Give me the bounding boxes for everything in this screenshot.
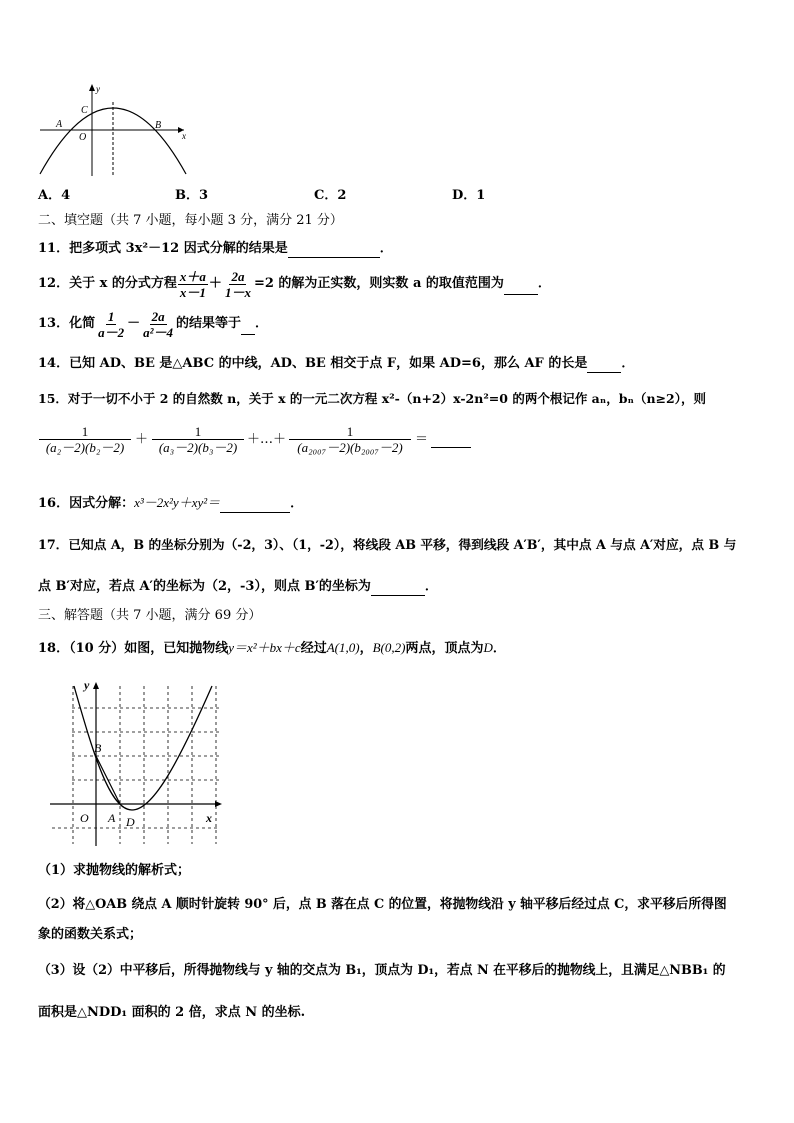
label-x: x — [206, 811, 212, 825]
q13-f1-den: a－2 — [98, 324, 125, 340]
q13-end: ． — [255, 316, 269, 331]
label-d: D — [126, 815, 135, 829]
q18-point-a: A(1,0) — [326, 640, 360, 655]
q13-fraction-2 — [141, 309, 175, 340]
label-o: O — [80, 811, 89, 825]
part-2-line-1: （2）将△OAB 绕点 A 顺时针旋转 90° 后，点 B 落在点 C 的位置，将抛物线沿 y 轴平移后经过点 C，求平移后所得图 — [38, 897, 727, 912]
q15-term-2 — [152, 424, 244, 455]
question-14 — [38, 355, 634, 373]
label-c: C — [81, 105, 88, 116]
q14-blank[interactable] — [587, 358, 621, 373]
q15-blank[interactable] — [431, 431, 471, 448]
option-d: D．1 — [452, 188, 486, 203]
question-17-line-1: 17．已知点 A，B 的坐标分别为（-2，3）、（1，-2），将线段 AB 平移，得到线段 A′B′，其中点 A 与点 A′对应，点 B 与 — [38, 537, 737, 552]
question-18: 18．（10 分）如图，已知抛物线y＝x²＋bx＋c经过A(1,0)，B(0,2)两点，顶点为D． — [38, 640, 506, 656]
q18-mid: 经过 — [300, 641, 327, 656]
part-3-line-1: （3）设（2）中平移后，所得抛物线与 y 轴的交点为 B₁，顶点为 D₁，若点 N 在平移后的抛物线上，且满足△NBB₁ 的 — [38, 963, 726, 978]
q15-t2-num: 1 — [152, 424, 244, 440]
q14-end: ． — [621, 356, 635, 371]
label-y: y — [84, 678, 90, 692]
q12-pre: 12．关于 x 的分式方程 — [38, 276, 177, 291]
q15-t3-den: (a₂₀₀₇－2)(b₂₀₀₇－2) — [297, 440, 403, 455]
option-c: C．2 — [314, 188, 347, 203]
part-2-line-2: 象的函数关系式； — [38, 927, 143, 942]
q18-pre: 18．（10 分）如图，已知抛物线 — [38, 641, 229, 656]
q17-line2-text: 点 B′对应，若点 A′的坐标为（2，-3），则点 B′的坐标为 — [38, 579, 371, 594]
q12-fraction-2 — [223, 269, 253, 300]
q12-blank[interactable] — [504, 274, 538, 295]
q15-sum-expression — [38, 424, 471, 455]
q11-end: ． — [379, 241, 393, 256]
q12-plus: ＋ — [208, 276, 222, 291]
q15-term-3 — [289, 424, 411, 455]
question-15: 15．对于一切不小于 2 的自然数 n，关于 x 的一元二次方程 x²-（n+2）x-2n²=0 的两个根记作 aₙ，bₙ（n≥2），则 — [38, 391, 707, 406]
q12-f1-num: x＋a — [179, 268, 206, 284]
q18-vertex: D — [483, 640, 493, 655]
q11-blank[interactable] — [288, 243, 380, 258]
q15-t2-den: (a₃－2)(b₃－2) — [158, 440, 238, 455]
y-axis-arrow — [89, 84, 95, 91]
q16-blank[interactable] — [220, 498, 290, 513]
q16-expr: x³－2x²y＋xy²＝ — [134, 495, 221, 510]
section-3-heading: 三、解答题（共 7 小题，满分 69 分） — [38, 608, 262, 623]
q14-text: 14．已知 AD、BE 是△ABC 的中线，AD、BE 相交于点 F，如果 AD=6，那么 AF 的长是 — [38, 356, 588, 371]
q15-eq: ＝ — [415, 431, 429, 447]
q13-minus: － — [127, 316, 141, 331]
q17-blank[interactable] — [371, 581, 425, 596]
q12-f2-num: 2a — [231, 268, 245, 284]
q18-point-b: B(0,2) — [372, 640, 406, 655]
q12-fraction-1 — [178, 269, 208, 300]
label-a: A — [56, 119, 63, 130]
q13-f1-num: 1 — [107, 308, 115, 324]
q18-end: ． — [492, 641, 506, 656]
q12-end: ． — [537, 276, 551, 291]
label-b: B — [155, 120, 162, 131]
q12-f2-den: 1－x — [224, 284, 251, 300]
label-b: B — [94, 741, 102, 755]
q18-expr: y＝x²＋bx＋c — [228, 640, 301, 655]
question-16 — [38, 494, 303, 513]
question-12 — [38, 266, 551, 302]
figure-parabola-grid — [44, 676, 228, 848]
question-17-line-2 — [38, 578, 438, 596]
q12-post: =2 的解为正实数，则实数 a 的取值范围为 — [253, 276, 504, 291]
q15-plus: ＋ — [135, 431, 149, 447]
x-axis-arrow — [215, 801, 222, 807]
part-1: （1）求抛物线的解析式； — [38, 863, 191, 878]
option-a: A．4 — [38, 188, 71, 203]
q15-t1-num: 1 — [39, 424, 131, 440]
q15-term-1 — [39, 424, 131, 455]
part-3-line-2: 面积是△NDD₁ 面积的 2 倍，求点 N 的坐标. — [38, 1005, 306, 1020]
figure-parabola-1 — [36, 82, 192, 178]
q13-fraction-1 — [96, 309, 126, 340]
q13-f2-den: a²－4 — [143, 324, 174, 340]
q13-pre: 13．化简 — [38, 316, 96, 331]
q15-t3-num: 1 — [289, 424, 411, 440]
q17-end: ． — [424, 579, 438, 594]
q13-post: 的结果等于 — [176, 316, 242, 331]
q13-blank[interactable] — [241, 314, 255, 335]
label-a: A — [108, 811, 116, 825]
q18-post: 两点，顶点为 — [405, 641, 484, 656]
q16-end: ． — [290, 496, 304, 511]
grid-lines — [52, 686, 220, 844]
section-2-heading: 二、填空题（共 7 小题，每小题 3 分，满分 21 分） — [38, 213, 343, 228]
q15-dots: ＋…＋ — [247, 431, 287, 447]
q16-pre: 16．因式分解： — [38, 496, 135, 511]
q13-f2-num: 2a — [151, 308, 165, 324]
question-11 — [38, 240, 393, 258]
q12-f1-den: x－1 — [179, 284, 206, 300]
label-x: x — [182, 131, 186, 141]
label-o: O — [79, 132, 87, 143]
y-axis-arrow — [93, 682, 99, 689]
option-b: B．3 — [175, 188, 209, 203]
q11-text: 11．把多项式 3x²－12 因式分解的结果是 — [38, 241, 288, 256]
q15-t1-den: (a₂－2)(b₂－2) — [45, 440, 125, 455]
label-y: y — [96, 84, 100, 94]
question-13 — [38, 306, 268, 342]
